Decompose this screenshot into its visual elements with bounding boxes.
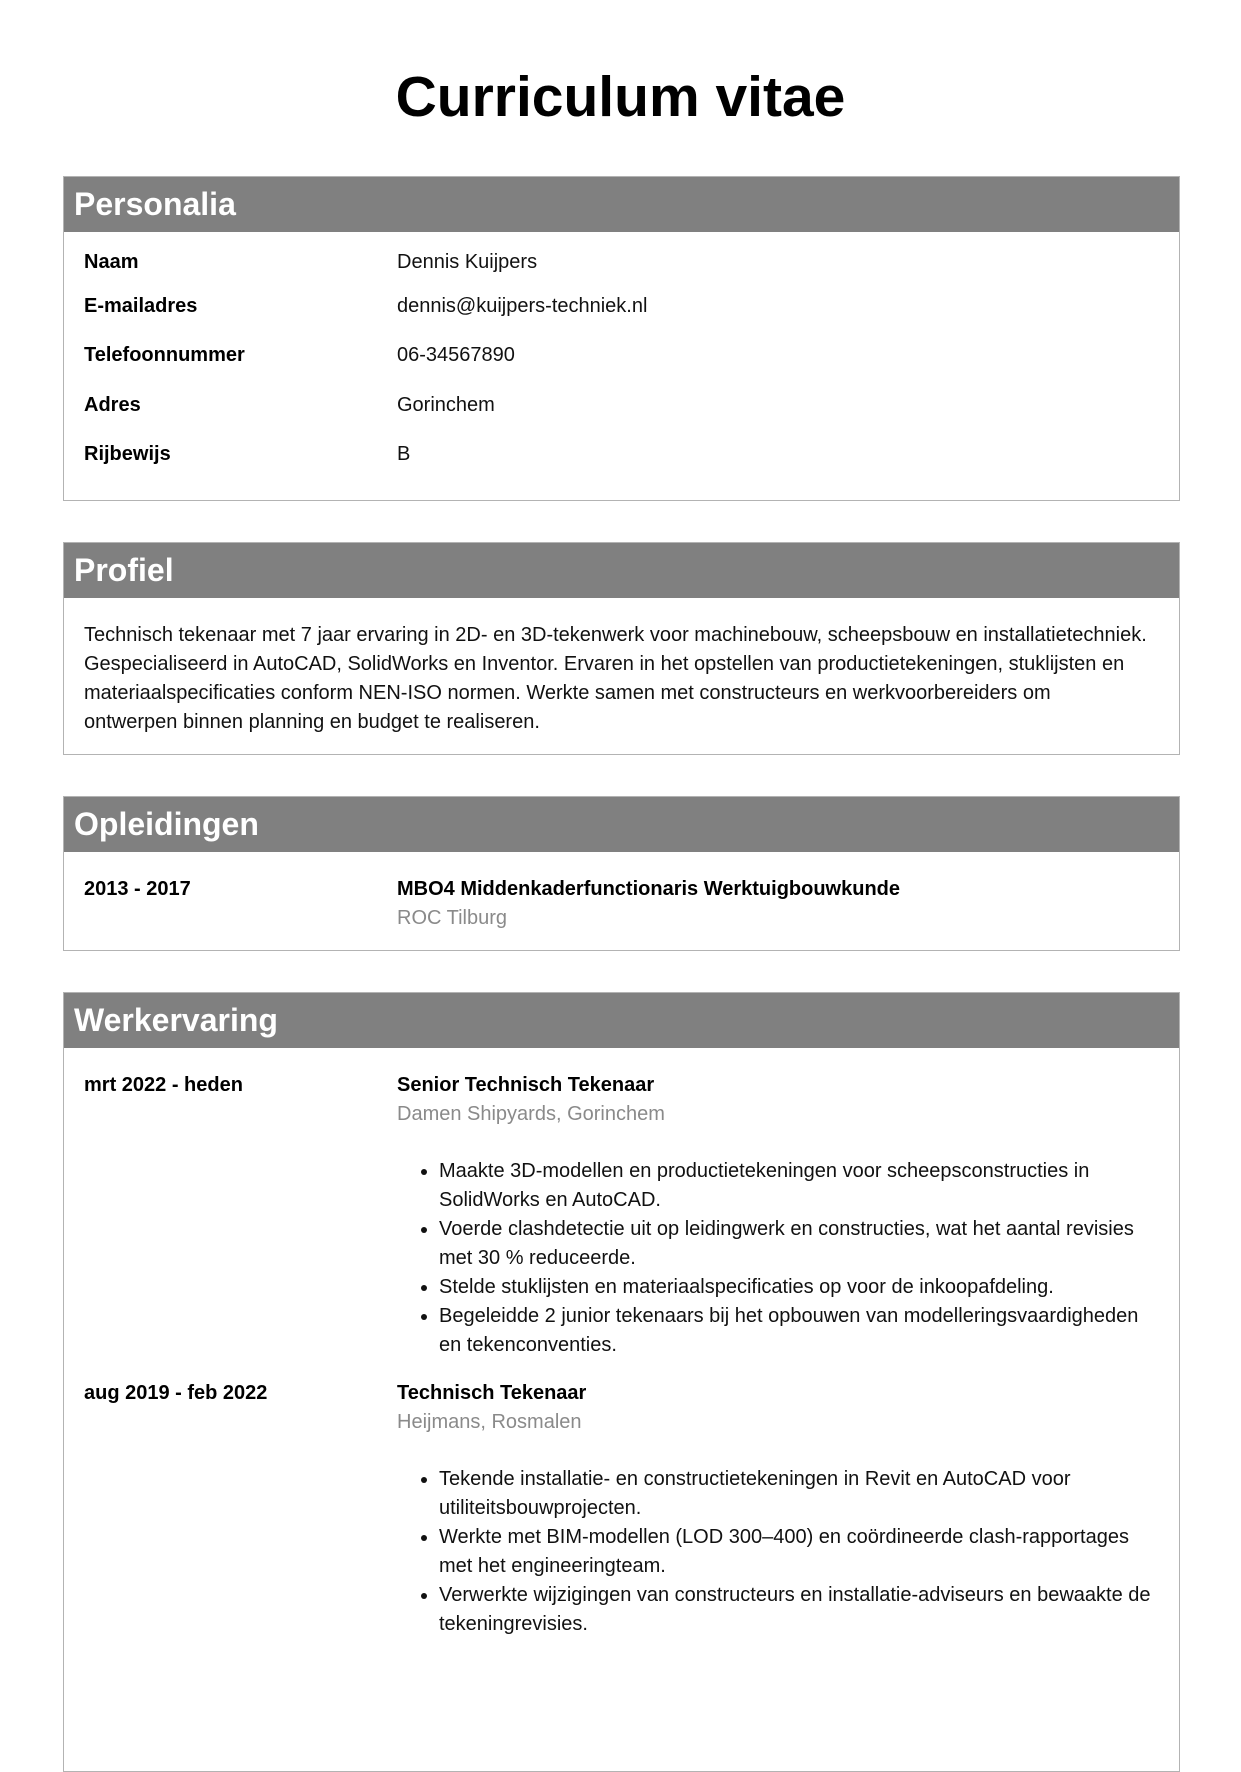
job-body: [397, 1379, 1159, 1639]
werkervaring-heading: Werkervaring: [64, 993, 1179, 1048]
personalia-section: [63, 176, 1180, 501]
bullet-item: • Verwerkte wijzigingen van constructeurs en installatie-adviseurs en bewaakte de tekeningrevisies.: [439, 1581, 1159, 1639]
opleidingen-heading: Opleidingen: [64, 797, 1179, 852]
job-title: Senior Technisch Tekenaar: [397, 1074, 655, 1096]
opleiding-title: MBO4 Middenkaderfunctionaris Werktuigbouwkunde: [397, 878, 901, 900]
bullet-item: • Begeleidde 2 junior tekenaars bij het opbouwen van modelleringsvaardigheden en tekenconventies.: [439, 1302, 1159, 1360]
opleiding-body: [397, 875, 1159, 933]
page-title: Curriculum vitae: [395, 65, 846, 129]
bullet-item: • Voerde clashdetectie uit op leidingwerk en constructies, wat het aantal revisies met 30 % reduceerde.: [439, 1215, 1159, 1273]
adres-label: Adres: [84, 394, 141, 416]
job-period: mrt 2022 - heden: [84, 1074, 243, 1096]
profiel-heading: Profiel: [64, 543, 1179, 598]
job-body: [397, 1071, 1159, 1360]
profiel-text: Technisch tekenaar met 7 jaar ervaring in 2D- en 3D-tekenwerk voor machinebouw, scheepsbouw en installatietechniek. Gespecialiseerd in AutoCAD, SolidWorks en Inventor. Ervaren in het opstellen van productietekeningen, stuklijsten en materiaalspecificaties conform NEN-ISO normen. Werkte samen met constructeurs en werkvoorbereiders om ontwerpen binnen planning en budget te realiseren.: [84, 624, 1147, 733]
job-period: aug 2019 - feb 2022: [84, 1382, 268, 1404]
opleiding-period: 2013 - 2017: [84, 878, 191, 900]
bullet-item: • Tekende installatie- en constructietekeningen in Revit en AutoCAD voor utiliteitsbouwprojecten.: [439, 1465, 1159, 1523]
job-bullets: [397, 1465, 1159, 1639]
opleidingen-section: [63, 796, 1180, 951]
bullet-item: • Maakte 3D-modellen en productietekeningen voor scheepsconstructies in SolidWorks en AutoCAD.: [439, 1157, 1159, 1215]
job-bullets: [397, 1157, 1159, 1360]
bullet-item: • Werkte met BIM-modellen (LOD 300–400) en coördineerde clash-rapportages met het engineeringteam.: [439, 1523, 1159, 1581]
naam-label: Naam: [84, 251, 139, 273]
email-label: E-mailadres: [84, 295, 198, 317]
rijbewijs-value: B: [397, 443, 411, 465]
werkervaring-section: [63, 992, 1180, 1772]
rijbewijs-label: Rijbewijs: [84, 443, 171, 465]
profiel-section: [63, 542, 1180, 755]
telefoon-label: Telefoonnummer: [84, 344, 245, 366]
adres-value: Gorinchem: [397, 394, 495, 416]
job-company: Heijmans, Rosmalen: [397, 1411, 582, 1433]
personalia-heading: Personalia: [64, 177, 1179, 232]
job-company: Damen Shipyards, Gorinchem: [397, 1103, 665, 1125]
bullet-item: • Stelde stuklijsten en materiaalspecificaties op voor de inkoopafdeling.: [439, 1273, 1159, 1302]
naam-value: Dennis Kuijpers: [397, 251, 538, 273]
telefoon-value: 06-34567890: [397, 344, 515, 366]
job-title: Technisch Tekenaar: [397, 1382, 587, 1404]
opleiding-school: ROC Tilburg: [397, 907, 508, 929]
email-value: dennis@kuijpers-techniek.nl: [397, 295, 648, 317]
